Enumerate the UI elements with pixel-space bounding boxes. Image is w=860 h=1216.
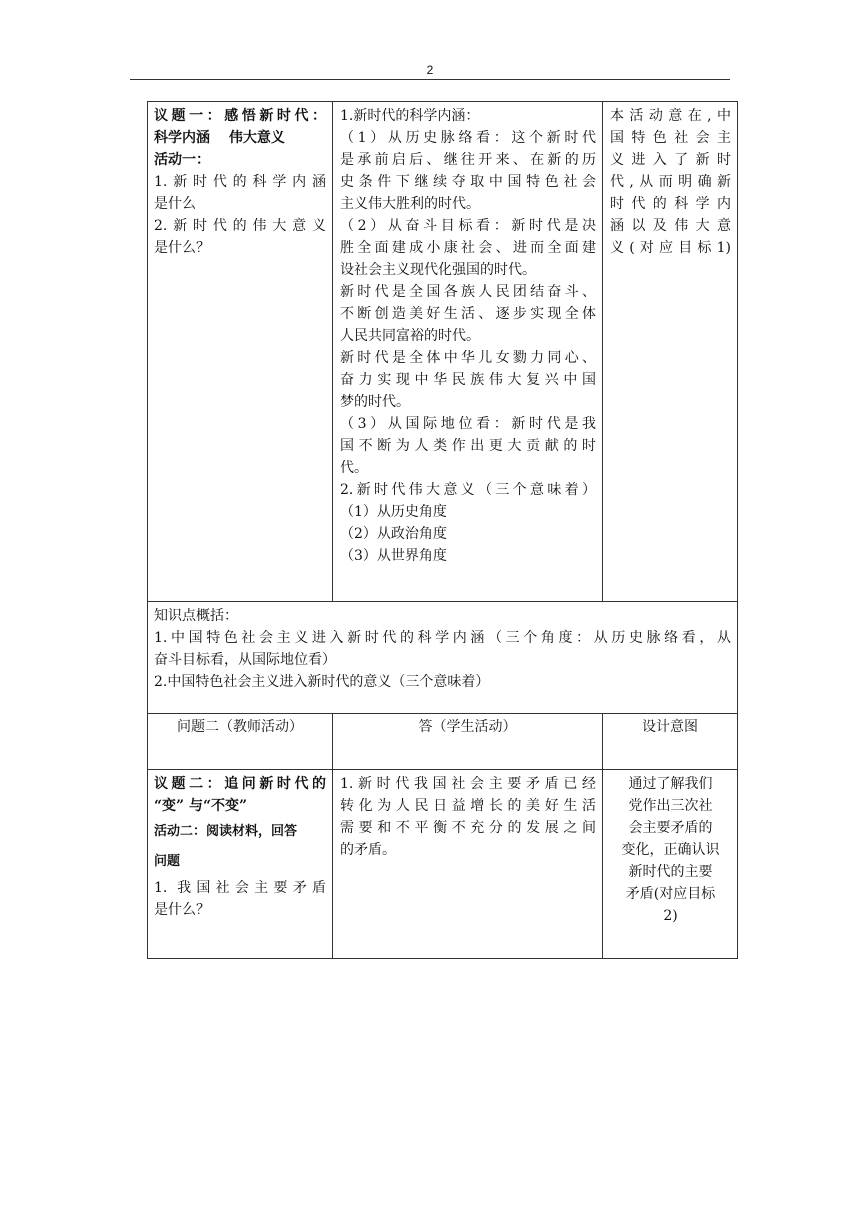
answer-line: 新时代是全体中华儿女勠力同心、 (340, 350, 596, 366)
table-divider-col2-bottom (602, 713, 603, 958)
header-design-intent (603, 716, 737, 738)
design-intent-line: 国特色社会主 (610, 130, 731, 146)
answer-line: 新时代是全国各族人民团结奋斗、 (340, 284, 596, 300)
design-intent-line: 义(对应目标1) (610, 240, 731, 256)
topic-one-cell (154, 105, 326, 259)
header-teacher-activity (148, 716, 332, 738)
answer-line: 需要和不平衡不充分的发展之间 (340, 820, 596, 836)
question-1-line2: 是什么 (154, 196, 196, 212)
question-1-line1: 1.新时代的科学内涵 (154, 174, 326, 190)
table-border-row1-bottom (147, 601, 738, 602)
summary-heading: 知识点概括： (154, 608, 238, 624)
answer-line: （1）从历史角度 (340, 504, 447, 520)
knowledge-summary-cell (154, 605, 731, 693)
answer-line: （2）从奋斗目标看：新时代是决 (340, 218, 596, 234)
table-border-left (147, 101, 148, 959)
answer-line: 代。 (340, 460, 368, 476)
design-intent-line: 变化，正确认识 (621, 842, 720, 858)
table-border-right (737, 101, 738, 959)
design-intent-line: 党作出三次社 (628, 798, 713, 814)
answer-line: 主义伟大胜利的时代。 (340, 196, 480, 212)
design-intent-line: 本活动意在,中 (610, 108, 731, 124)
design-intent-line: 会主要矛盾的 (628, 820, 713, 836)
table-border-bottom (147, 958, 738, 959)
table-divider-col1-bottom (332, 713, 333, 958)
design-intent-line: 代,从而明确新 (610, 174, 731, 190)
answer-line: 1.新时代的科学内涵： (340, 108, 480, 124)
design-intent-line: 矛盾(对应目标 (625, 886, 716, 902)
topic-one-subtitle: 科学内涵 伟大意义 (154, 130, 285, 146)
question-two-line2: 是什么？ (154, 902, 210, 918)
header-col2-label: 答（学生活动） (418, 719, 517, 735)
question-two-line1: 1. 我国社会主要矛盾 (154, 880, 326, 896)
activity-one-label: 活动一： (154, 152, 210, 168)
answer-line: 1.新时代我国社会主要矛盾已经 (340, 776, 596, 792)
answer-line: 奋力实现中华民族伟大复兴中国 (340, 372, 596, 388)
summary-line: 2.中国特色社会主义进入新时代的意义（三个意味着） (154, 674, 490, 690)
summary-line: 1.中国特色社会主义进入新时代的科学内涵（三个角度：从历史脉络看，从 (154, 630, 731, 646)
topic-two-title: 议题二：追问新时代的 (154, 776, 326, 792)
question-2-line2: 是什么？ (154, 240, 210, 256)
answer-line: 梦的时代。 (340, 394, 410, 410)
answer-line: 转化为人民日益增长的美好生活 (340, 798, 596, 814)
answer-line: （3）从国际地位看：新时代是我 (340, 416, 596, 432)
design-intent-two-cell (610, 773, 731, 927)
design-intent-one-cell (610, 105, 731, 259)
page-number: 2 (426, 63, 434, 77)
header-col3-label: 设计意图 (642, 719, 698, 735)
header-rule (130, 79, 730, 80)
answer-line: 胜全面建成小康社会、进而全面建 (340, 240, 596, 256)
answer-two-cell (340, 773, 596, 861)
summary-line: 奋斗目标看，从国际地位看） (154, 652, 336, 668)
question-2-line1: 2.新时代的伟大意义 (154, 218, 326, 234)
answer-line: 的矛盾。 (340, 842, 396, 858)
answer-line: （2）从政治角度 (340, 526, 447, 542)
table-border-summary-bottom (147, 713, 738, 714)
table-divider-col1-top (332, 101, 333, 601)
design-intent-line: 涵以及伟大意 (610, 218, 731, 234)
answer-line: 人民共同富裕的时代。 (340, 328, 480, 344)
answer-line: 不断创造美好生活、逐步实现全体 (340, 306, 596, 322)
activity-two-label-cont: 问题 (154, 854, 181, 869)
topic-two-cell (154, 773, 326, 921)
answer-line: （1）从历史脉络看：这个新时代 (340, 130, 596, 146)
answer-one-cell (340, 105, 596, 567)
answer-line: 史条件下继续夺取中国特色社会 (340, 174, 596, 190)
answer-line: 2.新时代伟大意义（三个意味着） (340, 482, 596, 498)
activity-two-label: 活动二：阅读材料，回答 (154, 824, 298, 839)
design-intent-line: 时代的科学内 (610, 196, 731, 212)
table-border-top (147, 101, 738, 102)
answer-line: 国不断为人类作出更大贡献的时 (340, 438, 596, 454)
table-divider-col2-top (602, 101, 603, 601)
answer-line: 是承前启后、继往开来、在新的历 (340, 152, 596, 168)
design-intent-line: 通过了解我们 (628, 776, 713, 792)
design-intent-line: 2) (663, 908, 678, 924)
answer-line: 设社会主义现代化强国的时代。 (340, 262, 536, 278)
topic-two-subtitle: “变” 与“不变” (154, 798, 248, 814)
answer-line: （3）从世界角度 (340, 548, 447, 564)
header-student-activity (333, 716, 602, 738)
table-border-header-bottom (147, 769, 738, 770)
topic-one-title: 议题一：感悟新时代： (154, 108, 326, 124)
header-col1-label: 问题二（教师活动） (177, 719, 303, 735)
design-intent-line: 义进入了新时 (610, 152, 731, 168)
design-intent-line: 新时代的主要 (628, 864, 713, 880)
